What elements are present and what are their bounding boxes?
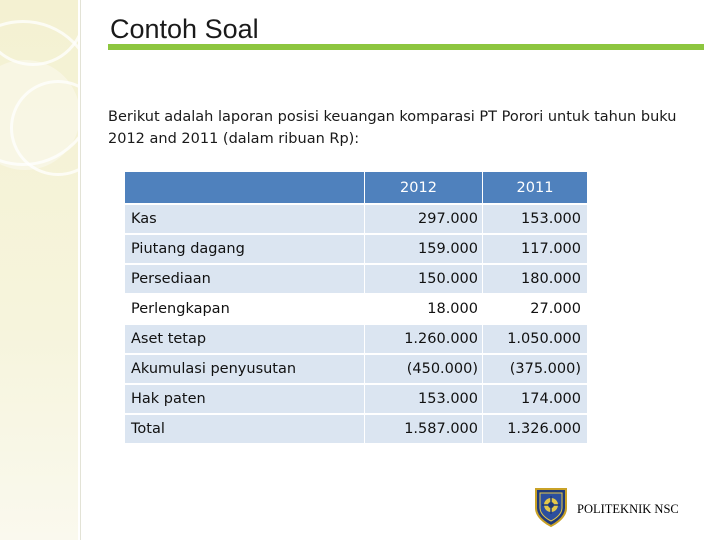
title-underline — [108, 44, 704, 50]
value-2012: 297.000 — [365, 204, 483, 234]
value-2012: 18.000 — [365, 294, 483, 324]
decorative-side-band — [0, 0, 78, 540]
value-2011: 174.000 — [483, 384, 588, 414]
table-row — [125, 354, 587, 384]
table-header-row — [125, 172, 587, 204]
value-2012: 1.587.000 — [365, 414, 483, 443]
row-label: Akumulasi penyusutan — [125, 354, 365, 384]
table-row — [125, 384, 587, 414]
table-row — [125, 264, 587, 294]
value-2011: 27.000 — [483, 294, 588, 324]
value-2012: 153.000 — [365, 384, 483, 414]
header-cell-2011: 2011 — [483, 172, 588, 204]
row-label: Hak paten — [125, 384, 365, 414]
value-2011: 153.000 — [483, 204, 588, 234]
institution-shield-icon — [533, 486, 569, 528]
row-label: Total — [125, 414, 365, 443]
table-row — [125, 294, 587, 324]
header-cell-label — [125, 172, 365, 204]
value-2012: (450.000) — [365, 354, 483, 384]
intro-text: Berikut adalah laporan posisi keuangan komparasi PT Porori untuk tahun buku 2012 and 2011 (dalam ribuan Rp): — [108, 109, 677, 147]
row-label: Piutang dagang — [125, 234, 365, 264]
value-2012: 150.000 — [365, 264, 483, 294]
value-2012: 159.000 — [365, 234, 483, 264]
value-2011: (375.000) — [483, 354, 588, 384]
footer-brand: POLITEKNIK NSC — [577, 502, 679, 516]
table-row — [125, 234, 587, 264]
row-label: Persediaan — [125, 264, 365, 294]
table-row-total — [125, 414, 587, 443]
balance-sheet-table — [125, 172, 587, 443]
value-2011: 1.326.000 — [483, 414, 588, 443]
side-divider — [80, 0, 81, 540]
row-label: Aset tetap — [125, 324, 365, 354]
value-2012: 1.260.000 — [365, 324, 483, 354]
value-2011: 180.000 — [483, 264, 588, 294]
table-row — [125, 324, 587, 354]
table-row — [125, 204, 587, 234]
header-cell-2012: 2012 — [365, 172, 483, 204]
value-2011: 117.000 — [483, 234, 588, 264]
value-2011: 1.050.000 — [483, 324, 588, 354]
row-label: Kas — [125, 204, 365, 234]
slide-title: Contoh Soal — [110, 14, 259, 44]
row-label: Perlengkapan — [125, 294, 365, 324]
